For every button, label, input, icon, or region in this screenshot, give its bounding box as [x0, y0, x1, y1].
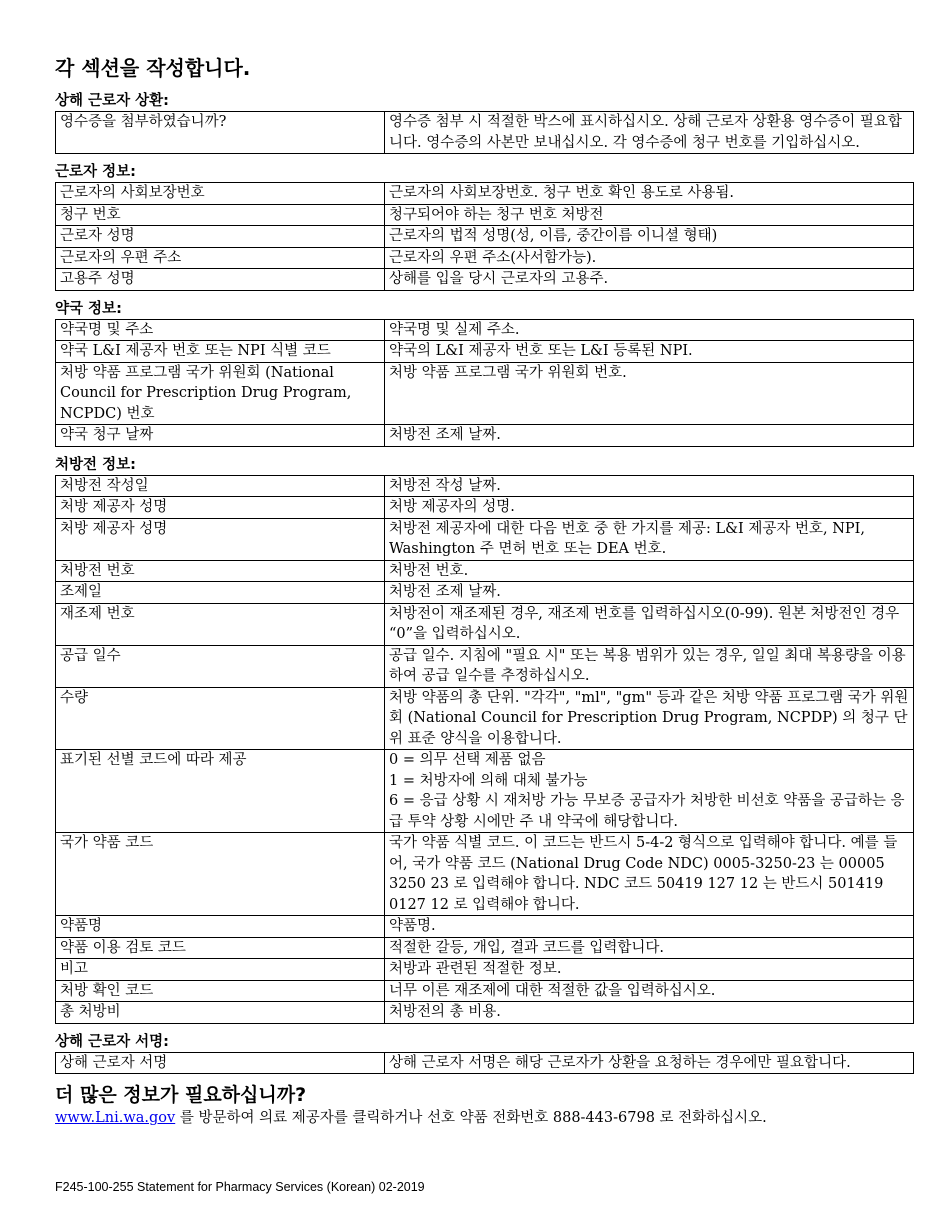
- field-description-cell: 약국명 및 실제 주소.: [385, 319, 914, 341]
- section-heading: 약국 정보:: [55, 300, 122, 317]
- field-name-cell: 영수증을 첨부하였습니까?: [56, 112, 385, 154]
- field-description-cell: 영수증 첨부 시 적절한 박스에 표시하십시오. 상해 근로자 상환용 영수증이 필요합니다. 영수증의 사본만 보내십시오. 각 영수증에 청구 번호를 기입하십시오.: [385, 112, 914, 154]
- field-name-cell: 비고: [56, 959, 385, 981]
- table-row: [56, 475, 914, 497]
- field-name-cell: 총 처방비: [56, 1002, 385, 1024]
- section-heading: 상해 근로자 상환:: [55, 93, 169, 109]
- field-description-cell: 청구되어야 하는 청구 번호 처방전: [385, 204, 914, 226]
- field-name-cell: 조제일: [56, 582, 385, 604]
- section-table: [55, 1052, 914, 1075]
- field-name-cell: 약국 청구 날짜: [56, 425, 385, 447]
- section-table: [55, 475, 914, 1024]
- field-description-cell: 처방전의 총 비용.: [385, 1002, 914, 1024]
- field-description-cell: 처방전 조제 날짜.: [385, 425, 914, 447]
- field-description-cell: 처방과 관련된 적절한 정보.: [385, 959, 914, 981]
- field-description-cell: 처방전 번호.: [385, 560, 914, 582]
- table-row: [56, 937, 914, 959]
- table-row: [56, 341, 914, 363]
- field-description-cell: 0 = 의무 선택 제품 없음 1 = 처방자에 의해 대체 불가능 6 = 응급 상황 시 재처방 가능 무보증 공급자가 처방한 비선호 약품을 공급하는 응급 투약 상황 시에만 주 내 약국에 해당합니다.: [385, 750, 914, 833]
- table-row: [56, 687, 914, 750]
- field-name-cell: 근로자의 사회보장번호: [56, 183, 385, 205]
- table-row: [56, 183, 914, 205]
- table-row: [56, 560, 914, 582]
- field-name-cell: 재조제 번호: [56, 603, 385, 645]
- field-name-cell: 고용주 성명: [56, 269, 385, 291]
- field-name-cell: 근로자 성명: [56, 226, 385, 248]
- field-description-cell: 처방전 조제 날짜.: [385, 582, 914, 604]
- field-description-cell: 공급 일수. 지침에 "필요 시" 또는 복용 범위가 있는 경우, 일일 최대 복용량을 이용하여 공급 일수를 추정하십시오.: [385, 645, 914, 687]
- field-description-cell: 너무 이른 재조제에 대한 적절한 값을 입력하십시오.: [385, 980, 914, 1002]
- field-name-cell: 수량: [56, 687, 385, 750]
- field-description-cell: 처방전 제공자에 대한 다음 번호 중 한 가지를 제공: L&I 제공자 번호, NPI, Washington 주 면허 번호 또는 DEA 번호.: [385, 518, 914, 560]
- field-description-cell: 근로자의 법적 성명(성, 이름, 중간이름 이니셜 형태): [385, 226, 914, 248]
- field-name-cell: 표기된 선별 코드에 따라 제공: [56, 750, 385, 833]
- field-description-cell: 처방전이 재조제된 경우, 재조제 번호를 입력하십시오(0-99). 원본 처방전인 경우 “0”을 입력하십시오.: [385, 603, 914, 645]
- table-row: [56, 319, 914, 341]
- field-name-cell: 약국명 및 주소: [56, 319, 385, 341]
- field-name-cell: 근로자의 우편 주소: [56, 247, 385, 269]
- field-description-cell: 적절한 갈등, 개입, 결과 코드를 입력합니다.: [385, 937, 914, 959]
- field-description-cell: 근로자의 우편 주소(사서함가능).: [385, 247, 914, 269]
- field-name-cell: 상해 근로자 서명: [56, 1052, 385, 1074]
- field-name-cell: 약품명: [56, 916, 385, 938]
- table-row: [56, 112, 914, 154]
- table-row: [56, 980, 914, 1002]
- document-page: [55, 55, 909, 1128]
- field-description-cell: 상해를 입을 당시 근로자의 고용주.: [385, 269, 914, 291]
- table-row: [56, 959, 914, 981]
- form-footer: F245-100-255 Statement for Pharmacy Services (Korean) 02-2019: [55, 1180, 425, 1194]
- field-description-cell: 처방 약품의 총 단위. "각각", "ml", "gm" 등과 같은 처방 약품 프로그램 국가 위원회 (National Council for Prescription Drug Program, NCPDP) 의 청구 단위 표준 양식을 이용합니다.: [385, 687, 914, 750]
- section-table: [55, 111, 914, 154]
- table-row: [56, 425, 914, 447]
- section-heading: 근로자 정보:: [55, 164, 136, 180]
- table-row: [56, 750, 914, 833]
- field-description-cell: 처방 약품 프로그램 국가 위원회 번호.: [385, 362, 914, 425]
- field-name-cell: 처방전 번호: [56, 560, 385, 582]
- sections-container: [55, 91, 909, 1074]
- field-description-cell: 근로자의 사회보장번호. 청구 번호 확인 용도로 사용됨.: [385, 183, 914, 205]
- section-table: [55, 182, 914, 291]
- table-row: [56, 362, 914, 425]
- field-description-cell: 국가 약품 식별 코드. 이 코드는 반드시 5-4-2 형식으로 입력해야 합니다. 예를 들어, 국가 약품 코드 (National Drug Code NDC) 0005-3250-23 는 00005 3250 23 로 입력해야 합니다. NDC 코드 50419 127 12 는 반드시 501419 0127 12 로 입력해야 합니다.: [385, 833, 914, 916]
- table-row: [56, 204, 914, 226]
- table-row: [56, 582, 914, 604]
- field-name-cell: 처방 제공자 성명: [56, 497, 385, 519]
- table-row: [56, 1002, 914, 1024]
- field-description-cell: 약국의 L&I 제공자 번호 또는 L&I 등록된 NPI.: [385, 341, 914, 363]
- more-info-text: [55, 1108, 903, 1128]
- table-row: [56, 603, 914, 645]
- table-row: [56, 497, 914, 519]
- table-row: [56, 226, 914, 248]
- section-heading: 상해 근로자 서명:: [55, 1033, 169, 1050]
- field-description-cell: 약품명.: [385, 916, 914, 938]
- more-info-body: 를 방문하여 의료 제공자를 클릭하거나 선호 약품 전화번호 888-443-6798 로 전화하십시오.: [175, 1110, 767, 1126]
- more-info-title: 더 많은 정보가 필요하십니까?: [55, 1084, 307, 1106]
- lni-website-link[interactable]: www.Lni.wa.gov: [55, 1110, 176, 1126]
- table-row: [56, 833, 914, 916]
- field-name-cell: 청구 번호: [56, 204, 385, 226]
- page-title: 각 섹션을 작성합니다.: [55, 56, 251, 80]
- field-name-cell: 약품 이용 검토 코드: [56, 937, 385, 959]
- field-name-cell: 처방 약품 프로그램 국가 위원회 (National Council for Prescription Drug Program, NCPDC) 번호: [56, 362, 385, 425]
- field-name-cell: 약국 L&I 제공자 번호 또는 NPI 식별 코드: [56, 341, 385, 363]
- table-row: [56, 916, 914, 938]
- table-row: [56, 518, 914, 560]
- field-name-cell: 처방전 작성일: [56, 475, 385, 497]
- field-name-cell: 처방 제공자 성명: [56, 518, 385, 560]
- section-heading: 처방전 정보:: [55, 456, 136, 473]
- field-name-cell: 처방 확인 코드: [56, 980, 385, 1002]
- field-description-cell: 상해 근로자 서명은 해당 근로자가 상환을 요청하는 경우에만 필요합니다.: [385, 1052, 914, 1074]
- table-row: [56, 247, 914, 269]
- field-description-cell: 처방 제공자의 성명.: [385, 497, 914, 519]
- table-row: [56, 645, 914, 687]
- table-row: [56, 1052, 914, 1074]
- table-row: [56, 269, 914, 291]
- field-description-cell: 처방전 작성 날짜.: [385, 475, 914, 497]
- section-table: [55, 319, 914, 447]
- field-name-cell: 국가 약품 코드: [56, 833, 385, 916]
- field-name-cell: 공급 일수: [56, 645, 385, 687]
